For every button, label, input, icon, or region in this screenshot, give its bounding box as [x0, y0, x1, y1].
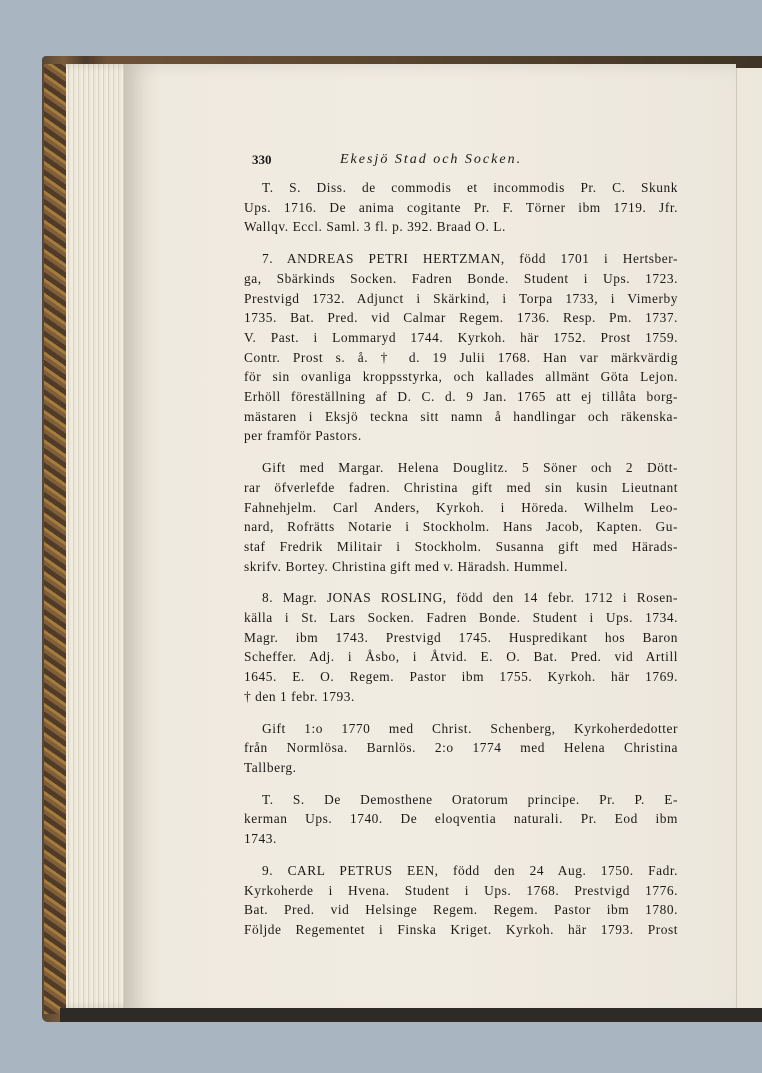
- text-line: T. S. De Demosthene Oratorum principe. Pr. P. E-: [262, 791, 678, 807]
- paragraph-5: [244, 719, 678, 778]
- text-line: 7. ANDREAS PETRI HERTZMAN, född 1701 i Hertsber-: [262, 251, 678, 267]
- paragraph-2: [244, 249, 678, 446]
- text-line: Gift med Margar. Helena Douglitz. 5 Söner och 2 Dött-: [262, 460, 678, 476]
- paragraph-1: [244, 178, 678, 237]
- page-number: 330: [252, 152, 272, 167]
- text-line: Fahnehjelm. Carl Anders, Kyrkoh. i Höreda. Wilhelm Leo-: [244, 499, 678, 515]
- text-line: nard, Rofrätts Notarie i Stockholm. Hans Jacob, Kapten. Gu-: [244, 519, 678, 535]
- page-text: [244, 150, 678, 940]
- text-line: † den 1 febr. 1793.: [244, 688, 355, 704]
- text-line: 8. Magr. JONAS ROSLING, född den 14 febr. 1712 i Rosen-: [262, 590, 678, 606]
- paragraph-6: [244, 790, 678, 849]
- text-line: T. S. Diss. de commodis et incommodis Pr. C. Skunk: [262, 180, 678, 195]
- text-line: källa i St. Lars Socken. Fadren Bonde. Student i Ups. 1734.: [244, 610, 678, 626]
- text-line: Prestvigd 1732. Adjunct i Skärkind, i Torpa 1733, i Vimerby: [244, 290, 678, 306]
- text-line: skrifv. Bortey. Christina gift med v. Häradsh. Hummel.: [244, 558, 568, 574]
- page-header: [244, 150, 678, 174]
- text-line: Erhöll föreställning af D. C. d. 9 Jan. 1765 att ej tillåta borg-: [244, 389, 678, 405]
- text-line: mästaren i Eksjö teckna sitt namn å handlingar och räkenska-: [244, 408, 678, 424]
- text-line: ga, Sbärkinds Socken. Fadren Bonde. Student i Ups. 1723.: [244, 270, 678, 286]
- text-line: kerman Ups. 1740. De eloqventia naturali. Pr. Eod ibm: [244, 811, 678, 827]
- text-line: staf Fredrik Militair i Stockholm. Susanna gift med Härads-: [244, 538, 678, 554]
- text-line: Följde Regementet i Finska Kriget. Kyrkoh. här 1793. Prost: [244, 921, 678, 937]
- text-line: Kyrkoherde i Hvena. Student i Ups. 1768. Prestvigd 1776.: [244, 882, 678, 898]
- paragraph-4: [244, 588, 678, 706]
- text-line: 1743.: [244, 831, 277, 847]
- text-line: Bat. Pred. vid Helsinge Regem. Regem. Pastor ibm 1780.: [244, 902, 678, 918]
- paragraph-7: [244, 861, 678, 940]
- book-bottom-edge: [60, 1008, 762, 1022]
- text-line: Tallberg.: [244, 759, 297, 775]
- text-line: från Normlösa. Barnlös. 2:o 1774 med Helena Christina: [244, 740, 678, 756]
- text-line: per framför Pastors.: [244, 428, 362, 444]
- text-line: 1645. E. O. Regem. Pastor ibm 1755. Kyrkoh. här 1769.: [244, 669, 678, 685]
- text-line: V. Past. i Lommaryd 1744. Kyrkoh. här 1752. Prost 1759.: [244, 329, 678, 345]
- text-line: rar öfverlefde fadren. Christina gift med sin kusin Lieutnant: [244, 479, 678, 495]
- text-line: Magr. ibm 1743. Prestvigd 1745. Huspredikant hos Baron: [244, 629, 678, 645]
- text-line: 1735. Bat. Pred. vid Calmar Regem. 1736. Resp. Pm. 1737.: [244, 310, 678, 326]
- text-line: Gift 1:o 1770 med Christ. Schenberg, Kyrkoherdedotter: [262, 720, 678, 736]
- text-line: Ups. 1716. De anima cogitante Pr. F. Törner ibm 1719. Jfr.: [244, 199, 678, 215]
- paragraph-3: [244, 458, 678, 576]
- right-page-edge: [736, 68, 762, 1010]
- text-line: 9. CARL PETRUS EEN, född den 24 Aug. 1750. Fadr.: [262, 862, 678, 878]
- text-line: Scheffer. Adj. i Åsbo, i Åtvid. E. O. Bat. Pred. vid Artill: [244, 649, 678, 665]
- running-title: Ekesjö Stad och Socken.: [340, 152, 523, 167]
- text-line: för sin ovanliga kroppsstyrka, och kallades allmänt Göta Lejon.: [244, 369, 678, 385]
- text-line: Contr. Prost s. å. † d. 19 Julii 1768. Han var märkvärdig: [244, 349, 678, 365]
- text-line: Wallqv. Eccl. Saml. 3 fl. p. 392. Braad O. L.: [244, 219, 506, 235]
